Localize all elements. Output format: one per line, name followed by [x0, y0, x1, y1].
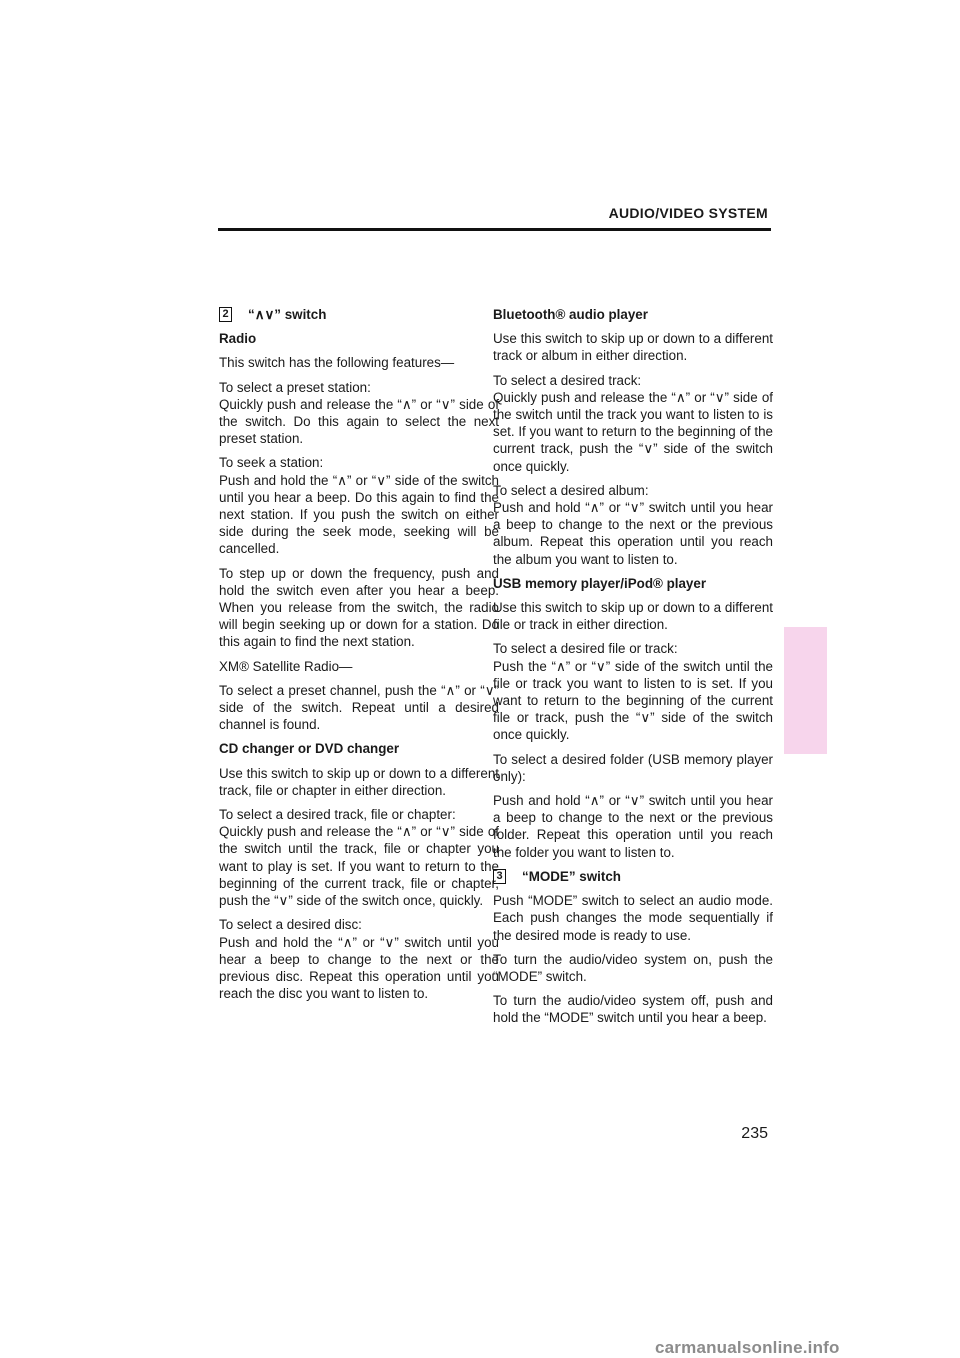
subheading-bluetooth: Bluetooth® audio player — [493, 307, 648, 322]
right-column — [493, 306, 773, 1034]
paragraph — [493, 372, 773, 475]
instruction-text: Quickly push and release the “∧” or “∨” side of the switch until the track you want to listen to is set. If you want to return to the beginning of the current track, push the “∨” side of the switch once quickly. — [493, 389, 773, 474]
paragraph: Push “MODE” switch to select an audio mode. Each push changes the mode sequentially if the desired mode is ready to use. — [493, 893, 773, 943]
section-3-heading — [493, 868, 773, 885]
page-header: AUDIO/VIDEO SYSTEM — [608, 205, 768, 221]
paragraph: To select a desired folder (USB memory player only): — [493, 751, 773, 784]
instruction-label: To select a preset station: — [219, 379, 371, 395]
instruction-label: To select a desired album: — [493, 482, 649, 498]
instruction-text: Quickly push and release the “∧” or “∨” side of the switch. Do this again to select the next preset station. — [219, 396, 499, 447]
section-tab-marker — [784, 627, 827, 754]
page-number: 235 — [741, 1125, 768, 1142]
paragraph: To select a preset channel, push the “∧” or “∨” side of the switch. Repeat until a desired channel is found. — [219, 682, 499, 733]
left-column — [219, 306, 499, 1009]
section-number-badge: 3 — [493, 869, 506, 884]
section-number-badge: 2 — [219, 307, 232, 322]
paragraph: Use this switch to skip up or down to a different track, file or chapter in either direction. — [219, 765, 499, 798]
paragraph: To turn the audio/video system on, push the “MODE” switch. — [493, 951, 773, 984]
instruction-label: To select a desired track, file or chapter: — [219, 807, 456, 823]
paragraph: To step up or down the frequency, push and hold the switch even after you hear a beep. When you release from the switch, the radio will begin seeking up or down for a station. Do this again to find the next station. — [219, 565, 499, 650]
subheading-usb-ipod: USB memory player/iPod® player — [493, 575, 707, 591]
instruction-label: To select a desired file or track: — [493, 641, 678, 657]
instruction-text: Quickly push and release the “∧” or “∨” side of the switch until the track, file or chapter you want to play is set. If you want to return to the beginning of the current track, file or chapter, push the “∨” side of the switch once, quickly. — [219, 824, 499, 909]
paragraph — [219, 806, 499, 909]
paragraph — [493, 640, 773, 743]
instruction-text: Push and hold the “∧” or “∨” side of the switch until you hear a beep. Do this again to find the next station. If you push the switch on either side during the seek mode, seeking will be cancelled. — [219, 472, 499, 557]
watermark: carmanualsonline.info — [655, 1338, 840, 1357]
paragraph — [219, 379, 499, 448]
paragraph: Use this switch to skip up or down to a different file or track in either direction. — [493, 600, 773, 633]
section-title: “MODE” switch — [522, 868, 621, 884]
subheading-radio: Radio — [219, 331, 257, 347]
header-rule — [218, 228, 771, 231]
section-title: “∧∨” switch — [248, 307, 327, 322]
paragraph — [219, 916, 499, 1002]
instruction-label: To select a desired track: — [493, 372, 642, 388]
instruction-text: Push the “∧” or “∨” side of the switch until the file or track you want to listen to is set. If you want to return to the beginning of the current file or track, push the “∨” side of the switch once quickly. — [493, 658, 773, 743]
paragraph: This switch has the following features— — [219, 355, 455, 371]
paragraph: XM® Satellite Radio— — [219, 658, 353, 674]
section-2-heading — [219, 306, 499, 323]
paragraph: Push and hold “∧” or “∨” switch until you hear a beep to change to the next or the previous folder. Repeat this operation until you reach the folder you want to listen to. — [493, 793, 773, 860]
paragraph — [493, 482, 773, 568]
subheading-cd-changer: CD changer or DVD changer — [219, 741, 400, 757]
paragraph: To turn the audio/video system off, push and hold the “MODE” switch until you hear a beep. — [493, 993, 773, 1026]
paragraph: Use this switch to skip up or down to a different track or album in either direction. — [493, 331, 773, 364]
instruction-label: To seek a station: — [219, 455, 324, 471]
paragraph — [219, 454, 499, 557]
instruction-text: Push and hold “∧” or “∨” switch until you hear a beep to change to the next or the previous album. Repeat this operation until you reach the album you want to listen to. — [493, 500, 773, 567]
instruction-text: Push and hold the “∧” or “∨” switch until you hear a beep to change to the next or the previous disc. Repeat this operation until you reach the disc you want to listen to. — [219, 934, 499, 1002]
instruction-label: To select a desired disc: — [219, 917, 362, 933]
